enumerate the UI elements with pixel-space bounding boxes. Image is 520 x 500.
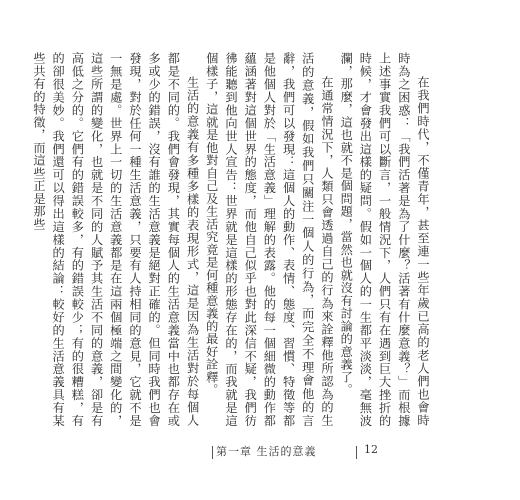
- footer-left-divider: [212, 446, 213, 459]
- paragraph-2: 在通常情況下，人類只會透過自己的行為來詮釋他所認為的生活的意義，假如我們只關注一個人的行為，而完全不理會他的言辭，我們可以發現：這個人的動作、表情、態度、習慣、特徵等都是他個人對於「生活意義」理解的表露。他的每一個細微的動作都蘊涵著對這個世界的態度，而他自己似乎也對此深信不疑，我們彷彿能聽到他向世人宣告：世界就是這樣的形態存在的，而我就是這個樣子，這就是他對自己及生活究竟是何種意義的最好詮釋。: [204, 52, 334, 427]
- body-text: [31, 52, 432, 427]
- paragraph-3: 生活的意義有多種多樣的表現形式，這是因為生活對於每個人都是不同的。我們會發現，其實每個人的生活意義當中也都存在或多或少的錯誤，沒有誰的生活意義是絕對正確的。但同時我們也會發現，對於任何一種生活意義，只要有人持相同的意見，它就不是一無是處。世界上一切的生活意義都是在這兩個極端之間變化的，這些所謂的變化，也就是不同的人賦予其生活不同的意義，卻是有高低之分的。它們有的錯誤較多，有的錯誤較少；有的很糟糕，有的卻很美妙。我們還可以得出這樣的結論：較好的生活意義具有某些共有的特徵，而這些正是那些: [31, 52, 200, 427]
- paragraph-1: 在我們時代，不僅青年，甚至連一些年歲已高的老人們也會時時為之困惑：「我們活著是為了什麼？活著有什麼意義？」而根據上述事實我們可以斷言，一般情況下，人們只有在遇到巨大挫折的時候，才會發出這樣的疑問。假如一個人的一生都平淡淡，毫無波瀾，那麼，這也就不是個問題，當然也就沒有討論的意義了。: [339, 52, 430, 427]
- page-footer: [0, 442, 520, 462]
- footer-right-divider: [356, 446, 357, 459]
- chapter-label: 第一章 生活的意義: [216, 445, 317, 458]
- page-number: 12: [364, 443, 378, 456]
